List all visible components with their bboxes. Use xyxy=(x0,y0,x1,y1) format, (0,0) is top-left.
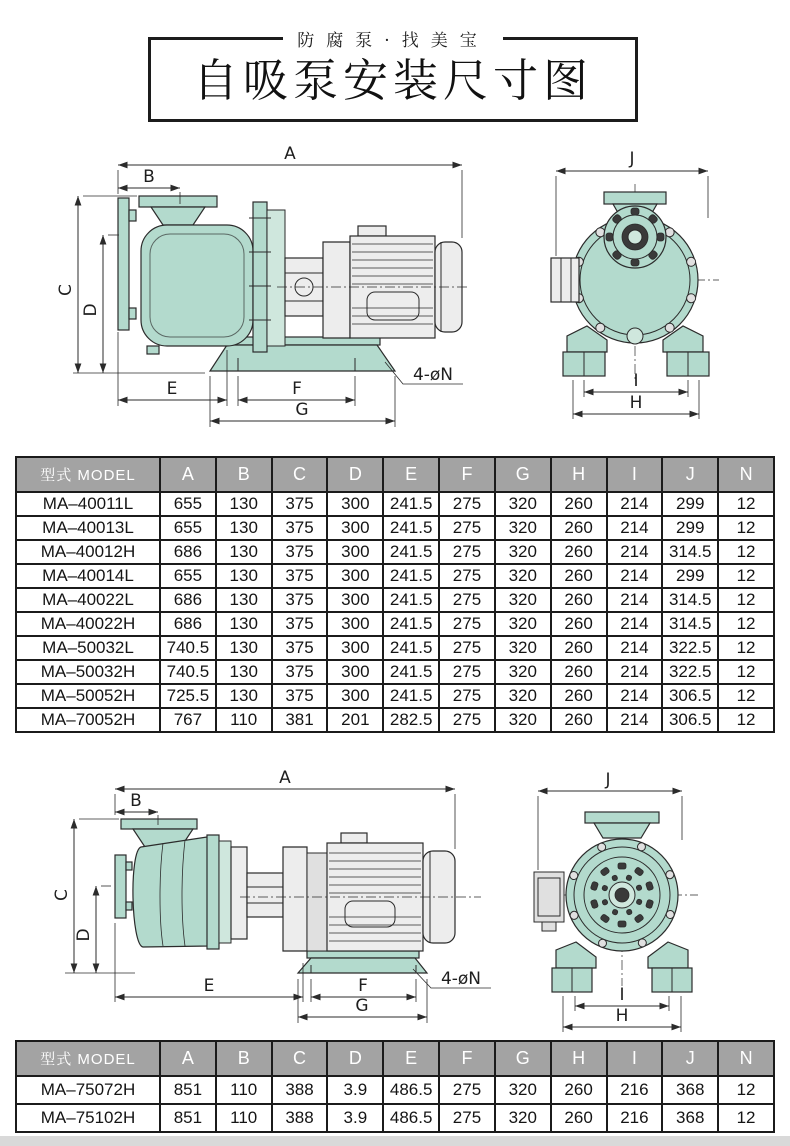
dim-value-cell: 216 xyxy=(607,1104,663,1132)
dim-value-cell: 130 xyxy=(216,636,272,660)
model-cell: MA–50032L xyxy=(16,636,160,660)
dim-value-cell: 388 xyxy=(272,1104,328,1132)
dim-value-cell: 12 xyxy=(718,516,774,540)
dim-value-cell: 275 xyxy=(439,660,495,684)
table-row xyxy=(16,588,774,612)
model-cell: MA–75102H xyxy=(16,1104,160,1132)
dim-label-e: E xyxy=(166,379,178,399)
dim-value-cell: 375 xyxy=(272,612,328,636)
dim-value-cell: 275 xyxy=(439,612,495,636)
dim-value-cell: 241.5 xyxy=(383,636,439,660)
dim-label-g: G xyxy=(355,996,369,1016)
dim-value-cell: 214 xyxy=(607,492,663,516)
dim-value-cell: 655 xyxy=(160,564,216,588)
model-cell: MA–50052H xyxy=(16,684,160,708)
dim-value-cell: 299 xyxy=(662,516,718,540)
pump-front-body xyxy=(551,184,719,380)
dim-value-cell: 12 xyxy=(718,684,774,708)
dim-column-header-n: N xyxy=(718,457,774,492)
dim-column-header-e: E xyxy=(383,457,439,492)
dim-value-cell: 300 xyxy=(327,684,383,708)
dim-value-cell: 686 xyxy=(160,588,216,612)
dim-value-cell: 388 xyxy=(272,1076,328,1104)
dim-value-cell: 368 xyxy=(662,1076,718,1104)
dim-value-cell: 241.5 xyxy=(383,612,439,636)
dim-value-cell: 241.5 xyxy=(383,492,439,516)
dim-column-header-i: I xyxy=(607,1041,663,1076)
dim-column-header-d: D xyxy=(327,1041,383,1076)
dim-value-cell: 300 xyxy=(327,540,383,564)
table-header-row xyxy=(16,457,774,492)
dim-value-cell: 3.9 xyxy=(327,1076,383,1104)
dimension-table-1 xyxy=(15,456,775,733)
dim-value-cell: 740.5 xyxy=(160,636,216,660)
dim-value-cell: 3.9 xyxy=(327,1104,383,1132)
dim-value-cell: 260 xyxy=(551,516,607,540)
dim-column-header-j: J xyxy=(662,457,718,492)
dim-value-cell: 300 xyxy=(327,636,383,660)
dim-label-c: C xyxy=(52,889,72,901)
brand-tagline: 防腐泵·找美宝 xyxy=(297,31,489,51)
dim-label-f: F xyxy=(292,379,302,399)
pump-side-view-diagram-1 xyxy=(55,140,515,445)
dim-label-b: B xyxy=(143,167,155,187)
dim-value-cell: 275 xyxy=(439,516,495,540)
dim-value-cell: 320 xyxy=(495,708,551,732)
dim-value-cell: 241.5 xyxy=(383,516,439,540)
dim-value-cell: 130 xyxy=(216,492,272,516)
dim-value-cell: 275 xyxy=(439,564,495,588)
dim-value-cell: 216 xyxy=(607,1076,663,1104)
dim-value-cell: 282.5 xyxy=(383,708,439,732)
table-row xyxy=(16,660,774,684)
dim-value-cell: 130 xyxy=(216,540,272,564)
dim-value-cell: 12 xyxy=(718,540,774,564)
dim-value-cell: 314.5 xyxy=(662,540,718,564)
dim-column-header-b: B xyxy=(216,457,272,492)
dim-label-f: F xyxy=(358,976,368,996)
table-row xyxy=(16,612,774,636)
dim-value-cell: 260 xyxy=(551,636,607,660)
dim-value-cell: 851 xyxy=(160,1076,216,1104)
dim-value-cell: 320 xyxy=(495,660,551,684)
dim-value-cell: 320 xyxy=(495,684,551,708)
dim-column-header-d: D xyxy=(327,457,383,492)
dim-value-cell: 320 xyxy=(495,636,551,660)
model-cell: MA–40014L xyxy=(16,564,160,588)
dim-value-cell: 851 xyxy=(160,1104,216,1132)
dim-value-cell: 12 xyxy=(718,660,774,684)
table-row xyxy=(16,1076,774,1104)
dim-value-cell: 740.5 xyxy=(160,660,216,684)
motor-front-body xyxy=(534,812,698,992)
dim-value-cell: 375 xyxy=(272,540,328,564)
dim-value-cell: 320 xyxy=(495,492,551,516)
dim-value-cell: 110 xyxy=(216,1076,272,1104)
dim-value-cell: 320 xyxy=(495,540,551,564)
dim-value-cell: 275 xyxy=(439,540,495,564)
dim-value-cell: 130 xyxy=(216,588,272,612)
dim-value-cell: 381 xyxy=(272,708,328,732)
dim-value-cell: 12 xyxy=(718,1076,774,1104)
dim-value-cell: 686 xyxy=(160,612,216,636)
table-row xyxy=(16,708,774,732)
model-cell: MA–40022H xyxy=(16,612,160,636)
title-box xyxy=(148,39,638,122)
dim-value-cell: 12 xyxy=(718,564,774,588)
dim-label-a: A xyxy=(284,144,296,164)
table-row xyxy=(16,516,774,540)
dim-value-cell: 368 xyxy=(662,1104,718,1132)
pump-side-view-diagram-2 xyxy=(45,755,505,1035)
dim-value-cell: 275 xyxy=(439,1076,495,1104)
dim-column-header-h: H xyxy=(551,457,607,492)
dim-value-cell: 214 xyxy=(607,708,663,732)
dim-value-cell: 260 xyxy=(551,1076,607,1104)
dim-value-cell: 655 xyxy=(160,516,216,540)
pump-casing xyxy=(118,196,285,354)
dim-value-cell: 241.5 xyxy=(383,684,439,708)
dim-value-cell: 130 xyxy=(216,564,272,588)
dim-label-d: D xyxy=(74,928,94,942)
dim-column-header-c: C xyxy=(272,457,328,492)
dim-value-cell: 300 xyxy=(327,660,383,684)
dim-value-cell: 214 xyxy=(607,588,663,612)
dim-value-cell: 306.5 xyxy=(662,684,718,708)
dim-column-header-n: N xyxy=(718,1041,774,1076)
dim-column-header-c: C xyxy=(272,1041,328,1076)
dim-value-cell: 314.5 xyxy=(662,588,718,612)
dim-value-cell: 767 xyxy=(160,708,216,732)
dim-value-cell: 12 xyxy=(718,612,774,636)
table-row xyxy=(16,1104,774,1132)
pump-front-view-diagram-2 xyxy=(530,758,780,1033)
dim-value-cell: 214 xyxy=(607,540,663,564)
model-cell: MA–40012H xyxy=(16,540,160,564)
dim-value-cell: 300 xyxy=(327,516,383,540)
dim-value-cell: 214 xyxy=(607,516,663,540)
dim-value-cell: 320 xyxy=(495,588,551,612)
motor-group xyxy=(277,226,469,338)
dim-label-h: H xyxy=(615,1006,629,1026)
dim-value-cell: 260 xyxy=(551,612,607,636)
dim-value-cell: 260 xyxy=(551,540,607,564)
bottom-edge-strip xyxy=(0,1136,790,1146)
motor-group xyxy=(240,833,481,951)
dim-column-header-f: F xyxy=(439,457,495,492)
dim-value-cell: 201 xyxy=(327,708,383,732)
dim-value-cell: 686 xyxy=(160,540,216,564)
dim-value-cell: 300 xyxy=(327,612,383,636)
dim-value-cell: 275 xyxy=(439,588,495,612)
dim-value-cell: 375 xyxy=(272,492,328,516)
bolt-holes-callout: 4-øN xyxy=(412,365,454,385)
dim-label-a: A xyxy=(279,768,291,788)
dim-label-g: G xyxy=(295,400,309,420)
dim-value-cell: 110 xyxy=(216,1104,272,1132)
dim-value-cell: 241.5 xyxy=(383,564,439,588)
dim-value-cell: 655 xyxy=(160,492,216,516)
dim-label-j: J xyxy=(605,770,611,790)
dim-value-cell: 486.5 xyxy=(383,1104,439,1132)
dim-label-j: J xyxy=(629,149,635,169)
dim-value-cell: 12 xyxy=(718,588,774,612)
dim-column-header-f: F xyxy=(439,1041,495,1076)
model-column-header: 型式 MODEL xyxy=(16,1041,160,1076)
dim-value-cell: 300 xyxy=(327,588,383,612)
model-cell: MA–40022L xyxy=(16,588,160,612)
table-row xyxy=(16,636,774,660)
dim-value-cell: 130 xyxy=(216,684,272,708)
dim-value-cell: 375 xyxy=(272,564,328,588)
dim-value-cell: 214 xyxy=(607,660,663,684)
dim-column-header-e: E xyxy=(383,1041,439,1076)
dim-value-cell: 260 xyxy=(551,660,607,684)
dim-value-cell: 260 xyxy=(551,564,607,588)
dim-value-cell: 314.5 xyxy=(662,612,718,636)
dim-value-cell: 12 xyxy=(718,636,774,660)
dim-value-cell: 275 xyxy=(439,684,495,708)
dim-value-cell: 300 xyxy=(327,492,383,516)
dim-value-cell: 12 xyxy=(718,1104,774,1132)
dim-column-header-g: G xyxy=(495,457,551,492)
model-cell: MA–50032H xyxy=(16,660,160,684)
dim-value-cell: 375 xyxy=(272,516,328,540)
dim-value-cell: 299 xyxy=(662,564,718,588)
dim-value-cell: 486.5 xyxy=(383,1076,439,1104)
dim-value-cell: 320 xyxy=(495,1076,551,1104)
dim-value-cell: 320 xyxy=(495,1104,551,1132)
dim-value-cell: 300 xyxy=(327,564,383,588)
dim-value-cell: 130 xyxy=(216,516,272,540)
dim-value-cell: 275 xyxy=(439,1104,495,1132)
dim-value-cell: 260 xyxy=(551,1104,607,1132)
dim-value-cell: 275 xyxy=(439,492,495,516)
dim-label-i: I xyxy=(633,371,639,391)
dim-label-d: D xyxy=(81,303,101,317)
dim-value-cell: 214 xyxy=(607,564,663,588)
dim-value-cell: 241.5 xyxy=(383,540,439,564)
dim-label-h: H xyxy=(629,393,643,413)
table-row xyxy=(16,492,774,516)
dim-value-cell: 260 xyxy=(551,684,607,708)
model-cell: MA–75072H xyxy=(16,1076,160,1104)
dim-value-cell: 375 xyxy=(272,684,328,708)
dim-value-cell: 275 xyxy=(439,708,495,732)
dim-value-cell: 322.5 xyxy=(662,660,718,684)
dim-value-cell: 130 xyxy=(216,612,272,636)
dim-value-cell: 12 xyxy=(718,708,774,732)
model-cell: MA–40011L xyxy=(16,492,160,516)
dim-value-cell: 306.5 xyxy=(662,708,718,732)
dim-column-header-i: I xyxy=(607,457,663,492)
dim-column-header-j: J xyxy=(662,1041,718,1076)
dim-value-cell: 241.5 xyxy=(383,588,439,612)
dim-label-e: E xyxy=(203,976,215,996)
dim-value-cell: 375 xyxy=(272,636,328,660)
table-header-row xyxy=(16,1041,774,1076)
table-row xyxy=(16,540,774,564)
model-cell: MA–70052H xyxy=(16,708,160,732)
dim-value-cell: 260 xyxy=(551,492,607,516)
dim-column-header-b: B xyxy=(216,1041,272,1076)
model-cell: MA–40013L xyxy=(16,516,160,540)
dim-value-cell: 214 xyxy=(607,636,663,660)
pump-front-view-diagram-1 xyxy=(537,140,787,445)
dim-value-cell: 241.5 xyxy=(383,660,439,684)
dim-column-header-h: H xyxy=(551,1041,607,1076)
dim-value-cell: 130 xyxy=(216,660,272,684)
dim-value-cell: 299 xyxy=(662,492,718,516)
dim-column-header-g: G xyxy=(495,1041,551,1076)
dim-value-cell: 322.5 xyxy=(662,636,718,660)
page-title: 自吸泵安装尺寸图 xyxy=(192,53,593,107)
model-column-header: 型式 MODEL xyxy=(16,457,160,492)
dimension-table-2 xyxy=(15,1040,775,1133)
dim-value-cell: 12 xyxy=(718,492,774,516)
dim-value-cell: 260 xyxy=(551,708,607,732)
dim-value-cell: 214 xyxy=(607,612,663,636)
dim-label-c: C xyxy=(56,284,76,296)
dim-value-cell: 375 xyxy=(272,660,328,684)
dim-column-header-a: A xyxy=(160,457,216,492)
table-row xyxy=(16,564,774,588)
dim-label-i: I xyxy=(619,985,625,1005)
dim-column-header-a: A xyxy=(160,1041,216,1076)
dim-value-cell: 214 xyxy=(607,684,663,708)
pump-casing xyxy=(115,819,247,949)
dim-value-cell: 320 xyxy=(495,564,551,588)
dim-label-b: B xyxy=(130,791,142,811)
dim-value-cell: 320 xyxy=(495,516,551,540)
dim-value-cell: 375 xyxy=(272,588,328,612)
dim-value-cell: 260 xyxy=(551,588,607,612)
dim-value-cell: 110 xyxy=(216,708,272,732)
dim-value-cell: 275 xyxy=(439,636,495,660)
pump-base xyxy=(298,951,427,973)
dim-value-cell: 320 xyxy=(495,612,551,636)
table-row xyxy=(16,684,774,708)
dim-value-cell: 725.5 xyxy=(160,684,216,708)
bolt-holes-callout: 4-øN xyxy=(440,969,482,989)
